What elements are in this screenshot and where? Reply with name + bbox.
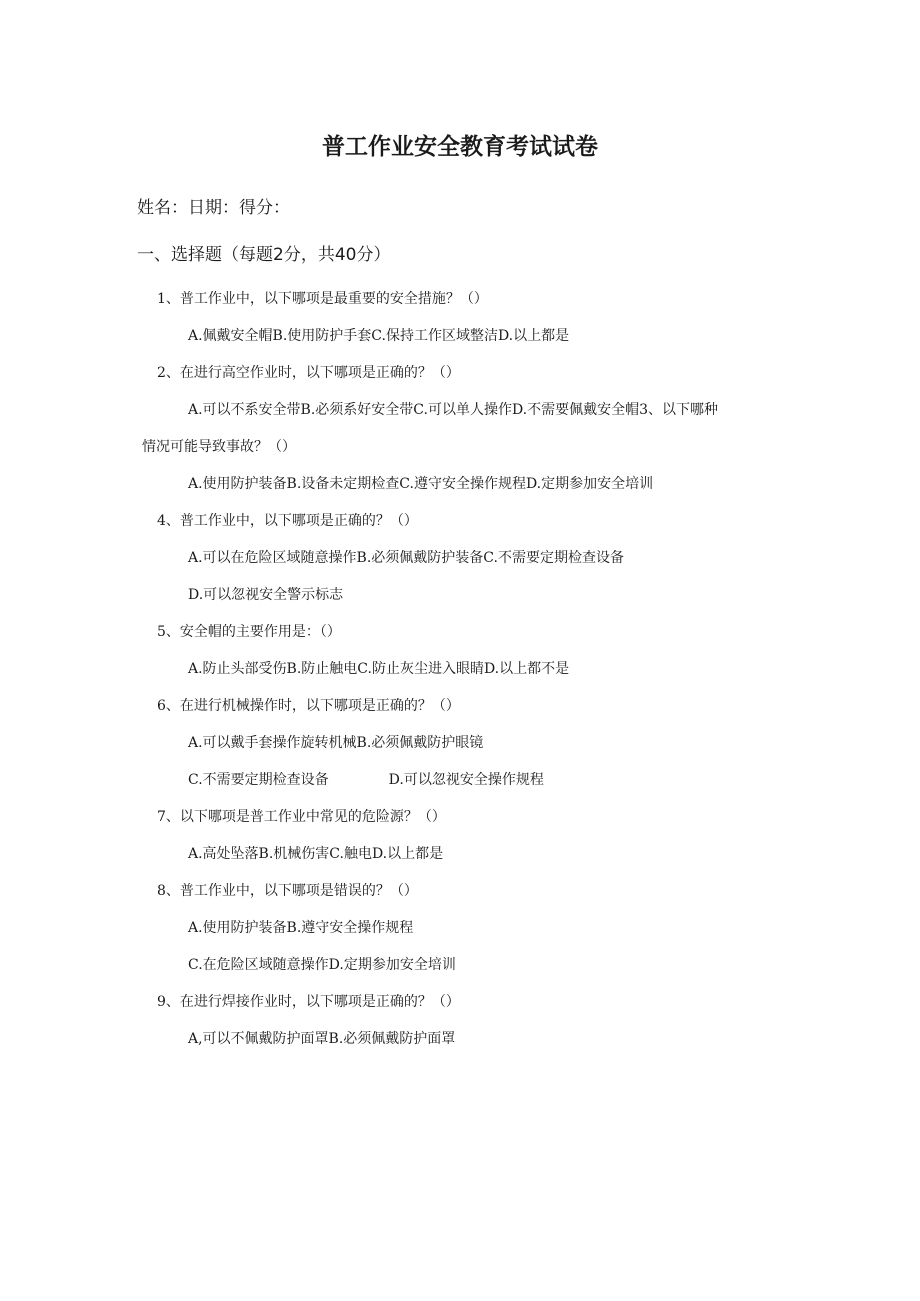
question-8: 8、普工作业中，以下哪项是错误的？（）: [157, 883, 418, 899]
question-1-options: A.佩戴安全帽B.使用防护手套C.保持工作区域整洁D.以上都是: [188, 328, 570, 344]
question-4-options: A.可以在危险区域随意操作B.必须佩戴防护装备C.不需要定期检查设备: [188, 550, 624, 566]
question-4: 4、普工作业中，以下哪项是正确的？（）: [157, 513, 418, 529]
question-9-options: A,可以不佩戴防护面罩B.必须佩戴防护面罩: [188, 1031, 456, 1047]
section-heading: 一、选择题（每题2分，共40分）: [137, 245, 391, 265]
question-7: 7、以下哪项是普工作业中常见的危险源？（）: [157, 809, 446, 825]
question-7-options: A.高处坠落B.机械伤害C.触电D.以上都是: [188, 846, 444, 862]
question-5-options: A.防止头部受伤B.防止触电C.防止灰尘进入眼睛D.以上都不是: [188, 661, 570, 677]
question-3-options: A.使用防护装备B.设备未定期检查C.遵守安全操作规程D.定期参加安全培训: [188, 476, 654, 492]
question-6-options-cont: [188, 770, 544, 790]
question-6-option-d: D.可以忽视安全操作规程: [388, 772, 544, 788]
question-8-options: A.使用防护装备B.遵守安全操作规程: [188, 920, 414, 936]
question-4-options-cont: D.可以忽视安全警示标志: [188, 587, 344, 603]
question-6-options: A.可以戴手套操作旋转机械B.必须佩戴防护眼镜: [188, 735, 484, 751]
question-5: 5、安全帽的主要作用是：（）: [157, 624, 341, 640]
question-6: 6、在进行机械操作时，以下哪项是正确的？（）: [157, 698, 460, 714]
question-6-option-c: C.不需要定期检查设备: [188, 772, 329, 788]
question-1: 1、普工作业中，以下哪项是最重要的安全措施？（）: [157, 291, 488, 307]
question-3-wrapped-text: 情况可能导致事故？（）: [142, 439, 296, 455]
question-8-options-cont: C.在危险区域随意操作D.定期参加安全培训: [188, 957, 456, 973]
student-info-line: 姓名：日期：得分：: [137, 198, 290, 218]
question-2-options: A.可以不系安全带B.必须系好安全带C.可以单人操作D.不需要佩戴安全帽3、以下哪种: [188, 402, 719, 418]
page-title: 普工作业安全教育考试试卷: [322, 134, 598, 160]
question-9: 9、在进行焊接作业时，以下哪项是正确的？（）: [157, 994, 460, 1010]
question-2: 2、在进行高空作业时，以下哪项是正确的？（）: [157, 365, 460, 381]
